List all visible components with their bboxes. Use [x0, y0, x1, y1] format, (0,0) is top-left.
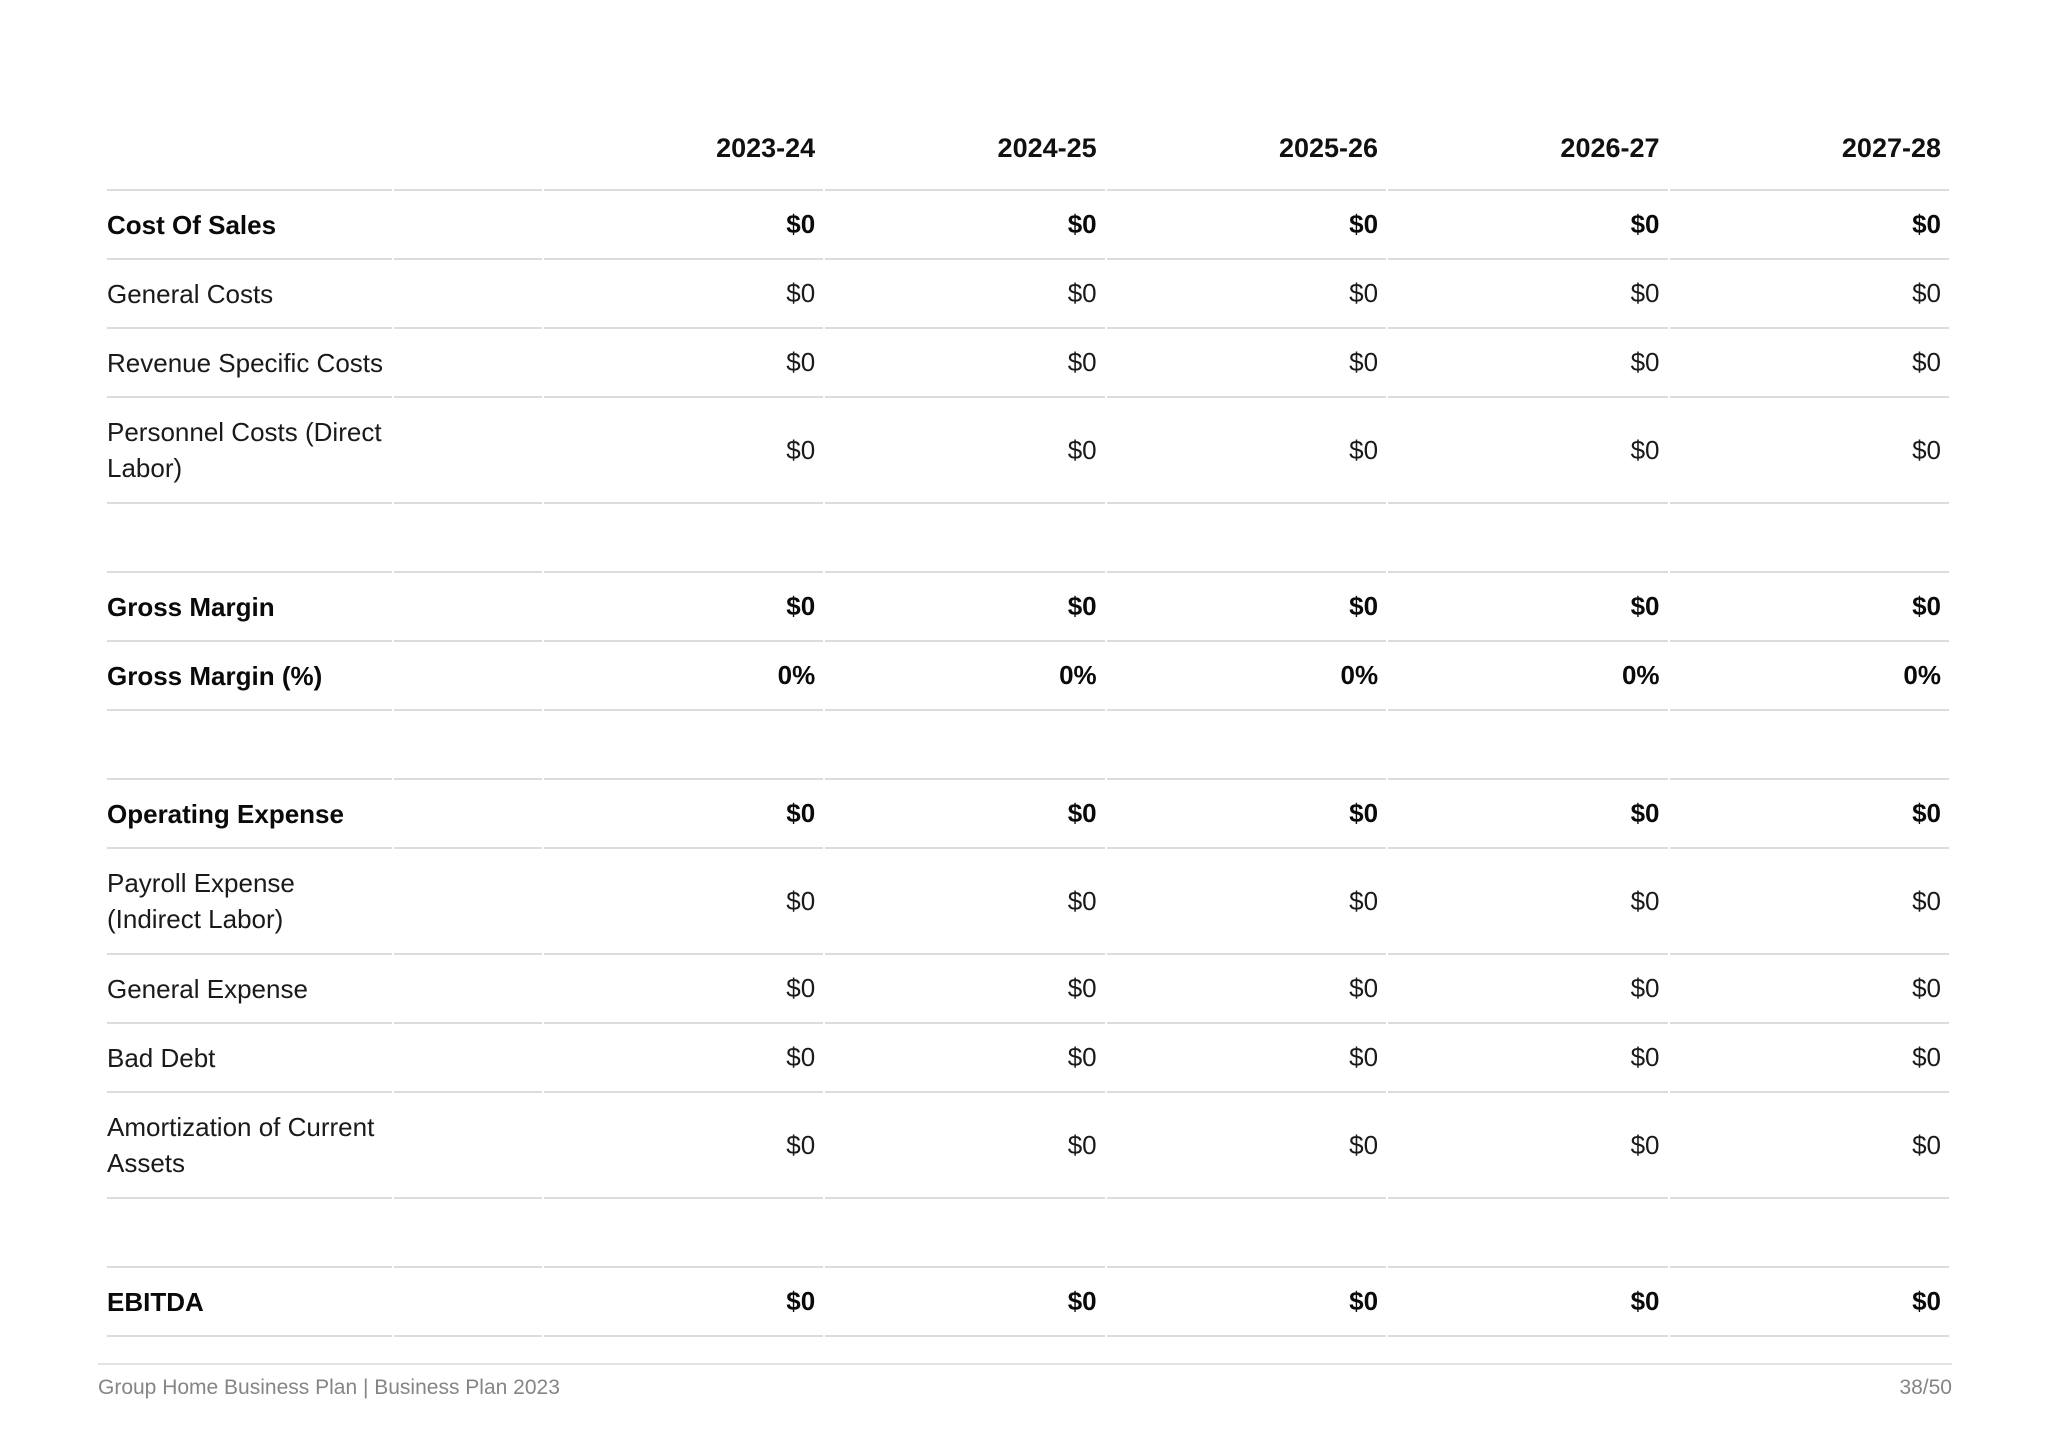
table-row: [107, 1093, 1949, 1199]
value-cell: $0: [544, 1268, 823, 1337]
value-cell: $0: [825, 1024, 1104, 1093]
blank-cell: [1670, 1199, 1949, 1268]
blank-cell: [544, 711, 823, 780]
header-year: 2023-24: [544, 112, 823, 191]
blank-cell: [1388, 711, 1667, 780]
value-cell: $0: [544, 849, 823, 955]
value-cell: $0: [1107, 398, 1386, 504]
value-cell: $0: [544, 780, 823, 849]
blank-cell: [107, 1199, 392, 1268]
blank-cell: [107, 711, 392, 780]
row-label: Gross Margin (%): [107, 642, 392, 711]
blank-cell: [544, 1199, 823, 1268]
table-row: [107, 849, 1949, 955]
value-cell: $0: [825, 191, 1104, 260]
value-cell: 0%: [1107, 642, 1386, 711]
spacer-cell: [394, 642, 541, 711]
footer-document-title: Group Home Business Plan | Business Plan 2023: [98, 1376, 560, 1399]
row-label: Operating Expense: [107, 780, 392, 849]
spacer-cell: [394, 573, 541, 642]
value-cell: $0: [544, 573, 823, 642]
spacer-cell: [394, 955, 541, 1024]
footer-page-number: 38/50: [1899, 1376, 1952, 1399]
spacer-cell: [394, 398, 541, 504]
value-cell: $0: [1107, 955, 1386, 1024]
blank-cell: [107, 504, 392, 573]
value-cell: $0: [1670, 1268, 1949, 1337]
value-cell: $0: [825, 955, 1104, 1024]
blank-cell: [825, 1199, 1104, 1268]
value-cell: $0: [825, 573, 1104, 642]
value-cell: $0: [1670, 573, 1949, 642]
blank-cell: [1670, 504, 1949, 573]
value-cell: $0: [1107, 849, 1386, 955]
table-row: [107, 573, 1949, 642]
blank-cell: [394, 1199, 541, 1268]
spacer-cell: [394, 1268, 541, 1337]
blank-cell: [1388, 1199, 1667, 1268]
row-label: General Costs: [107, 260, 392, 329]
header-year: 2027-28: [1670, 112, 1949, 191]
table-row: [107, 398, 1949, 504]
table-row: [107, 1024, 1949, 1093]
blank-cell: [1107, 711, 1386, 780]
value-cell: $0: [1670, 260, 1949, 329]
value-cell: $0: [1670, 329, 1949, 398]
value-cell: $0: [1670, 849, 1949, 955]
table-row: [107, 191, 1949, 260]
value-cell: $0: [1388, 955, 1667, 1024]
row-label: Bad Debt: [107, 1024, 392, 1093]
value-cell: $0: [1670, 955, 1949, 1024]
spacer-cell: [394, 260, 541, 329]
spacer-cell: [394, 191, 541, 260]
value-cell: $0: [1388, 780, 1667, 849]
spacer-cell: [394, 1093, 541, 1199]
blank-cell: [1107, 504, 1386, 573]
row-label: EBITDA: [107, 1268, 392, 1337]
value-cell: $0: [1107, 780, 1386, 849]
row-label: Amortization of Current Assets: [107, 1093, 392, 1199]
value-cell: $0: [825, 329, 1104, 398]
value-cell: $0: [1388, 191, 1667, 260]
value-cell: $0: [1107, 329, 1386, 398]
value-cell: $0: [1388, 1024, 1667, 1093]
blank-row: [107, 1199, 1949, 1268]
table-header-row: [107, 112, 1949, 191]
value-cell: $0: [1107, 260, 1386, 329]
spacer-cell: [394, 849, 541, 955]
blank-cell: [544, 504, 823, 573]
spacer-cell: [394, 1024, 541, 1093]
row-label: Cost Of Sales: [107, 191, 392, 260]
spacer-cell: [394, 780, 541, 849]
value-cell: $0: [825, 1268, 1104, 1337]
row-label: Payroll Expense (Indirect Labor): [107, 849, 392, 955]
row-label: Revenue Specific Costs: [107, 329, 392, 398]
blank-cell: [825, 504, 1104, 573]
value-cell: $0: [1107, 1024, 1386, 1093]
value-cell: $0: [544, 260, 823, 329]
value-cell: 0%: [544, 642, 823, 711]
row-label: General Expense: [107, 955, 392, 1024]
blank-cell: [1388, 504, 1667, 573]
table-row: [107, 329, 1949, 398]
blank-cell: [825, 711, 1104, 780]
blank-cell: [1670, 711, 1949, 780]
value-cell: $0: [1670, 191, 1949, 260]
value-cell: $0: [1388, 329, 1667, 398]
value-cell: $0: [544, 398, 823, 504]
value-cell: $0: [825, 260, 1104, 329]
value-cell: $0: [1107, 191, 1386, 260]
header-label-cell: [107, 112, 392, 191]
value-cell: $0: [1670, 780, 1949, 849]
value-cell: $0: [1388, 260, 1667, 329]
value-cell: $0: [825, 398, 1104, 504]
header-year: 2026-27: [1388, 112, 1667, 191]
row-label: Gross Margin: [107, 573, 392, 642]
value-cell: $0: [1388, 1268, 1667, 1337]
value-cell: $0: [544, 191, 823, 260]
value-cell: $0: [544, 329, 823, 398]
header-year: 2024-25: [825, 112, 1104, 191]
table-row: [107, 260, 1949, 329]
value-cell: 0%: [825, 642, 1104, 711]
blank-row: [107, 711, 1949, 780]
value-cell: 0%: [1670, 642, 1949, 711]
blank-row: [107, 504, 1949, 573]
value-cell: $0: [1670, 1024, 1949, 1093]
value-cell: $0: [1670, 398, 1949, 504]
table-row: [107, 780, 1949, 849]
value-cell: $0: [1388, 573, 1667, 642]
footer-divider: [98, 1363, 1952, 1365]
row-label: Personnel Costs (Direct Labor): [107, 398, 392, 504]
value-cell: $0: [544, 1024, 823, 1093]
table-row: [107, 1268, 1949, 1337]
value-cell: $0: [544, 955, 823, 1024]
blank-cell: [394, 711, 541, 780]
header-year: 2025-26: [1107, 112, 1386, 191]
value-cell: $0: [544, 1093, 823, 1199]
value-cell: $0: [1388, 849, 1667, 955]
value-cell: $0: [1388, 398, 1667, 504]
value-cell: $0: [825, 849, 1104, 955]
value-cell: $0: [1107, 573, 1386, 642]
blank-cell: [394, 504, 541, 573]
value-cell: $0: [1107, 1268, 1386, 1337]
header-spacer-cell: [394, 112, 541, 191]
value-cell: 0%: [1388, 642, 1667, 711]
value-cell: $0: [825, 1093, 1104, 1199]
value-cell: $0: [1107, 1093, 1386, 1199]
value-cell: $0: [825, 780, 1104, 849]
value-cell: $0: [1670, 1093, 1949, 1199]
table-row: [107, 955, 1949, 1024]
spacer-cell: [394, 329, 541, 398]
table-row: [107, 642, 1949, 711]
value-cell: $0: [1388, 1093, 1667, 1199]
projected-costs-table: [105, 112, 1951, 1337]
blank-cell: [1107, 1199, 1386, 1268]
